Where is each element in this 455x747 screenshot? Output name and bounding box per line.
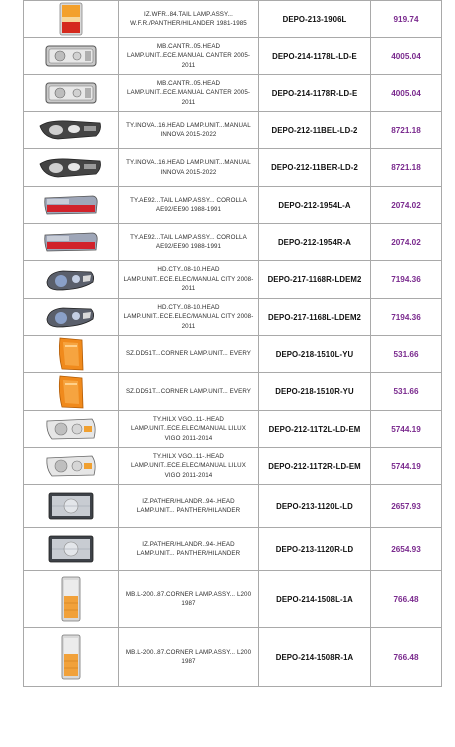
product-description: TY.HILX VGO..11-.HEAD LAMP.UNIT..ECE.ELEC/MANUAL LILUX VIGO 2011-2014 [119, 448, 259, 485]
head-lamp-square-icon [46, 533, 96, 565]
product-description: HD.CTY..08-10.HEAD LAMP.UNIT..ECE.ELEC/MANUAL CITY 2008-2011 [119, 261, 259, 299]
table-row [24, 528, 442, 571]
product-price: 7194.36 [371, 299, 442, 336]
product-code: DEPO-217-1168L-LDEM2 [259, 299, 371, 336]
product-code: DEPO-212-11BEL-LD-2 [259, 112, 371, 149]
product-price: 531.66 [371, 336, 442, 373]
product-image-cell [24, 187, 119, 224]
table-row [24, 1, 442, 38]
product-image-cell [24, 261, 119, 299]
parts-price-list [23, 0, 442, 687]
corner-lamp-amber-icon [56, 374, 86, 410]
head-lamp-swept-icon [45, 305, 97, 329]
table-row [24, 373, 442, 411]
product-price: 7194.36 [371, 261, 442, 299]
product-price: 4005.04 [371, 38, 442, 75]
table-row [24, 187, 442, 224]
product-image-cell [24, 336, 119, 373]
product-description: TY.AE92...TAIL LAMP.ASSY... COROLLA AE92/EE90 1988-1991 [119, 187, 259, 224]
product-price: 2074.02 [371, 187, 442, 224]
product-image-cell [24, 299, 119, 336]
product-image-cell [24, 485, 119, 528]
product-code: DEPO-214-1508L-1A [259, 571, 371, 628]
product-description: TY.INOVA..16.HEAD LAMP.UNIT...MANUAL INNOVA 2015-2022 [119, 112, 259, 149]
product-price: 919.74 [371, 1, 442, 38]
product-image-cell [24, 448, 119, 485]
table-row [24, 411, 442, 448]
head-lamp-swept-icon [45, 268, 97, 292]
product-image-cell [24, 411, 119, 448]
table-row [24, 448, 442, 485]
tail-lamp-vertical-amber-red-icon [58, 2, 84, 36]
product-code: DEPO-212-1954R-A [259, 224, 371, 261]
product-description: SZ.DD51T...CORNER LAMP.UNIT... EVERY [119, 336, 259, 373]
product-description: IZ.WFR..84.TAIL LAMP.ASSY... W.F.R./PANTHER/HILANDER 1981-1985 [119, 1, 259, 38]
table-row [24, 299, 442, 336]
product-description: SZ.DD51T...CORNER LAMP.UNIT... EVERY [119, 373, 259, 411]
tail-lamp-red-strip-icon [43, 194, 99, 216]
table-row [24, 261, 442, 299]
product-price: 2074.02 [371, 224, 442, 261]
table-row [24, 628, 442, 687]
product-image-cell [24, 528, 119, 571]
table-row [24, 571, 442, 628]
table-row [24, 336, 442, 373]
product-description: TY.HILX VGO..11-.HEAD LAMP.UNIT..ECE.ELEC/MANUAL LILUX VIGO 2011-2014 [119, 411, 259, 448]
product-image-cell [24, 628, 119, 687]
product-code: DEPO-213-1120R-LD [259, 528, 371, 571]
head-lamp-square-icon [46, 490, 96, 522]
product-image-cell [24, 224, 119, 261]
product-description: HD.CTY..08-10.HEAD LAMP.UNIT..ECE.ELEC/MANUAL CITY 2008-2011 [119, 299, 259, 336]
head-lamp-chrome-icon [44, 453, 98, 479]
product-code: DEPO-212-11T2R-LD-EM [259, 448, 371, 485]
product-code: DEPO-214-1508R-1A [259, 628, 371, 687]
product-image-cell [24, 38, 119, 75]
product-price: 2657.93 [371, 485, 442, 528]
product-description: MB.L-200..87.CORNER LAMP.ASSY... L200 1987 [119, 628, 259, 687]
product-code: DEPO-213-1906L [259, 1, 371, 38]
table-row [24, 38, 442, 75]
product-image-cell [24, 571, 119, 628]
head-lamp-chrome-icon [44, 416, 98, 442]
product-description: IZ.PATHER/HLANDR..94-.HEAD LAMP.UNIT... PANTHER/HILANDER [119, 485, 259, 528]
product-code: DEPO-213-1120L-LD [259, 485, 371, 528]
product-code: DEPO-212-11BER-LD-2 [259, 149, 371, 187]
product-code: DEPO-214-1178R-LD-E [259, 75, 371, 112]
corner-lamp-tall-icon [59, 633, 83, 681]
table-row [24, 485, 442, 528]
product-image-cell [24, 1, 119, 38]
head-lamp-wide-icon [38, 156, 104, 180]
product-image-cell [24, 75, 119, 112]
head-lamp-rectangular-icon [44, 80, 98, 106]
product-image-cell [24, 112, 119, 149]
product-code: DEPO-217-1168R-LDEM2 [259, 261, 371, 299]
product-price: 5744.19 [371, 448, 442, 485]
product-price: 766.48 [371, 628, 442, 687]
parts-table [23, 0, 442, 687]
product-price: 531.66 [371, 373, 442, 411]
product-image-cell [24, 149, 119, 187]
product-description: IZ.PATHER/HLANDR..94-.HEAD LAMP.UNIT... PANTHER/HILANDER [119, 528, 259, 571]
parts-table-body [24, 1, 442, 687]
table-row [24, 112, 442, 149]
product-price: 8721.18 [371, 112, 442, 149]
corner-lamp-amber-icon [56, 336, 86, 372]
product-price: 766.48 [371, 571, 442, 628]
table-row [24, 224, 442, 261]
head-lamp-rectangular-icon [44, 43, 98, 69]
product-description: MB.L-200..87.CORNER LAMP.ASSY... L200 1987 [119, 571, 259, 628]
product-description: TY.INOVA..16.HEAD LAMP.UNIT...MANUAL INNOVA 2015-2022 [119, 149, 259, 187]
product-code: DEPO-218-1510R-YU [259, 373, 371, 411]
product-code: DEPO-214-1178L-LD-E [259, 38, 371, 75]
product-description: MB.CANTR..05.HEAD LAMP.UNIT..ECE.MANUAL CANTER 2005-2011 [119, 38, 259, 75]
table-row [24, 75, 442, 112]
product-description: TY.AE92...TAIL LAMP.ASSY... COROLLA AE92/EE90 1988-1991 [119, 224, 259, 261]
table-row [24, 149, 442, 187]
product-code: DEPO-212-1954L-A [259, 187, 371, 224]
product-price: 2654.93 [371, 528, 442, 571]
product-code: DEPO-218-1510L-YU [259, 336, 371, 373]
product-price: 4005.04 [371, 75, 442, 112]
product-code: DEPO-212-11T2L-LD-EM [259, 411, 371, 448]
corner-lamp-tall-icon [59, 575, 83, 623]
product-description: MB.CANTR..05.HEAD LAMP.UNIT..ECE.MANUAL CANTER 2005-2011 [119, 75, 259, 112]
head-lamp-wide-icon [38, 118, 104, 142]
product-price: 8721.18 [371, 149, 442, 187]
tail-lamp-red-strip-icon [43, 231, 99, 253]
product-price: 5744.19 [371, 411, 442, 448]
product-image-cell [24, 373, 119, 411]
